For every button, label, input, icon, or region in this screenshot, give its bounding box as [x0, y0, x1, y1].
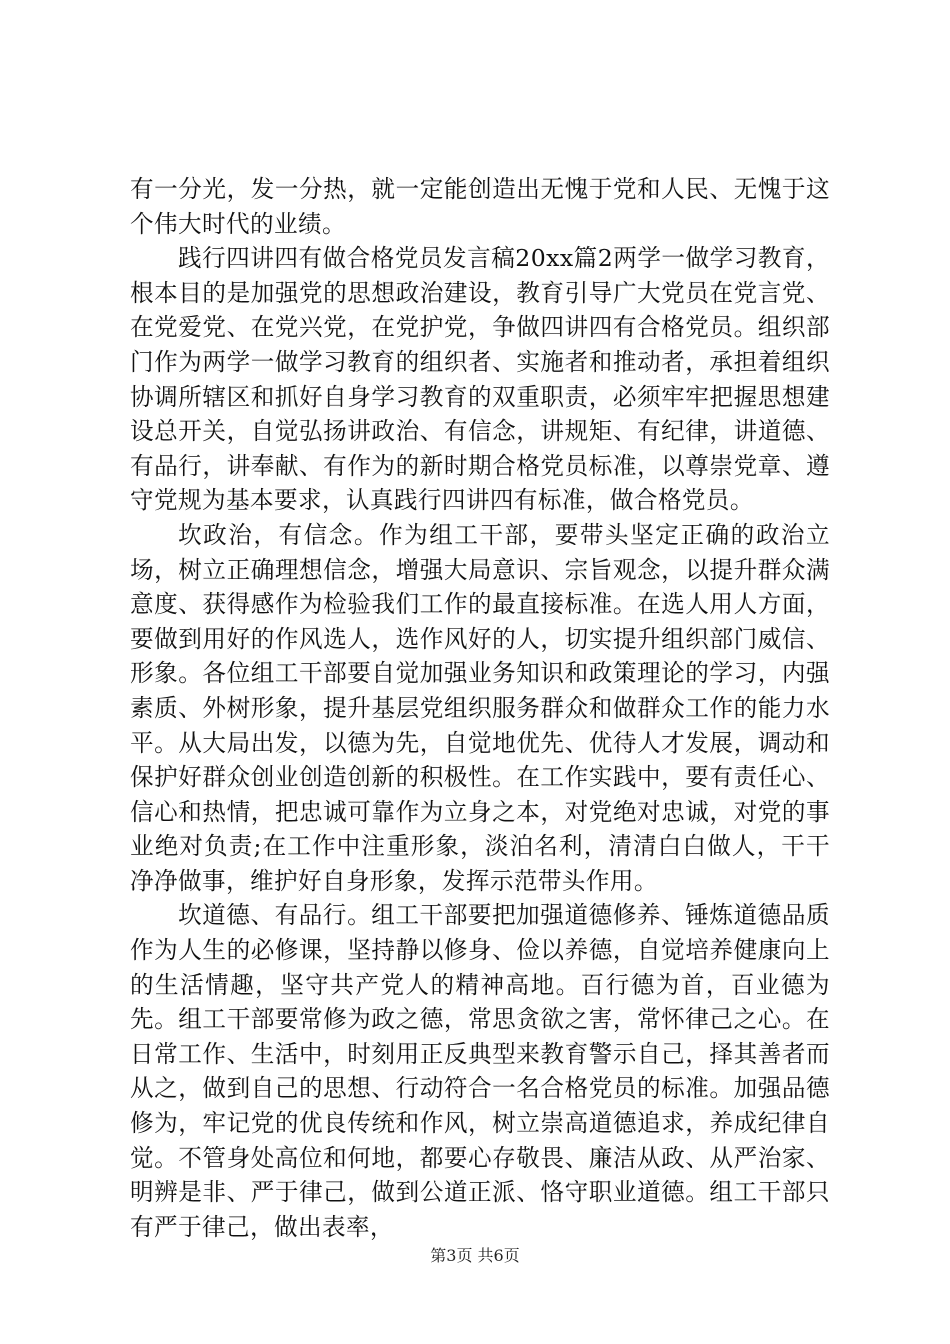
paragraph-2: 践行四讲四有做合格党员发言稿20xx篇2两学一做学习教育，根本目的是加强党的思想政治建设，教育引导广大党员在党言党、在党爱党、在党兴党，在党护党，争做四讲四有合格党员。组织部门作为两学一做学习教育的组织者、实施者和推动者，承担着组织协调所辖区和抓好自身学习教育的双重职责，必须牢牢把握思想建设总开关，自觉弘扬讲政治、有信念，讲规矩、有纪律，讲道德、有品行，讲奉献、有作为的新时期合格党员标准，以尊崇党章、遵守党规为基本要求，认真践行四讲四有标准，做合格党员。	[130, 244, 830, 515]
document-body	[130, 172, 830, 1244]
paragraph-4: 坎道德、有品行。组工干部要把加强道德修养、锤炼道德品质作为人生的必修课，坚持静以修身、俭以养德，自觉培养健康向上的生活情趣，坚守共产党人的精神高地。百行德为首，百业德为先。组工干部要常修为政之德，常思贪欲之害，常怀律己之心。在日常工作、生活中，时刻用正反典型来教育警示自己，择其善者而从之，做到自己的思想、行动符合一名合格党员的标准。加强品德修为，牢记党的优良传统和作风，树立崇高道德追求，养成纪律自觉。不管身处高位和何地，都要心存敬畏、廉洁从政、从严治家、明辨是非、严于律己，做到公道正派、恪守职业道德。组工干部只有严于律己，做出表率，	[130, 901, 830, 1241]
paragraph-3: 坎政治，有信念。作为组工干部，要带头坚定正确的政治立场，树立正确理想信念，增强大局意识、宗旨观念，以提升群众满意度、获得感作为检验我们工作的最直接标准。在选人用人方面，要做到用好的作风选人，选作风好的人，切实提升组织部门威信、形象。各位组工干部要自觉加强业务知识和政策理论的学习，内强素质、外树形象，提升基层党组织服务群众和做群众工作的能力水平。从大局出发，以德为先，自觉地优先、优待人才发展，调动和保护好群众创业创造创新的积极性。在工作实践中，要有责任心、信心和热情，把忠诚可靠作为立身之本，对党绝对忠诚，对党的事业绝对负责;在工作中注重形象，淡泊名利，清清白白做人，干干净净做事，维护好自身形象，发挥示范带头作用。	[130, 520, 830, 895]
page-number-footer: 第3页 共6页	[430, 1246, 520, 1265]
paragraph-1: 有一分光，发一分热，就一定能创造出无愧于党和人民、无愧于这个伟大时代的业绩。	[130, 175, 830, 238]
